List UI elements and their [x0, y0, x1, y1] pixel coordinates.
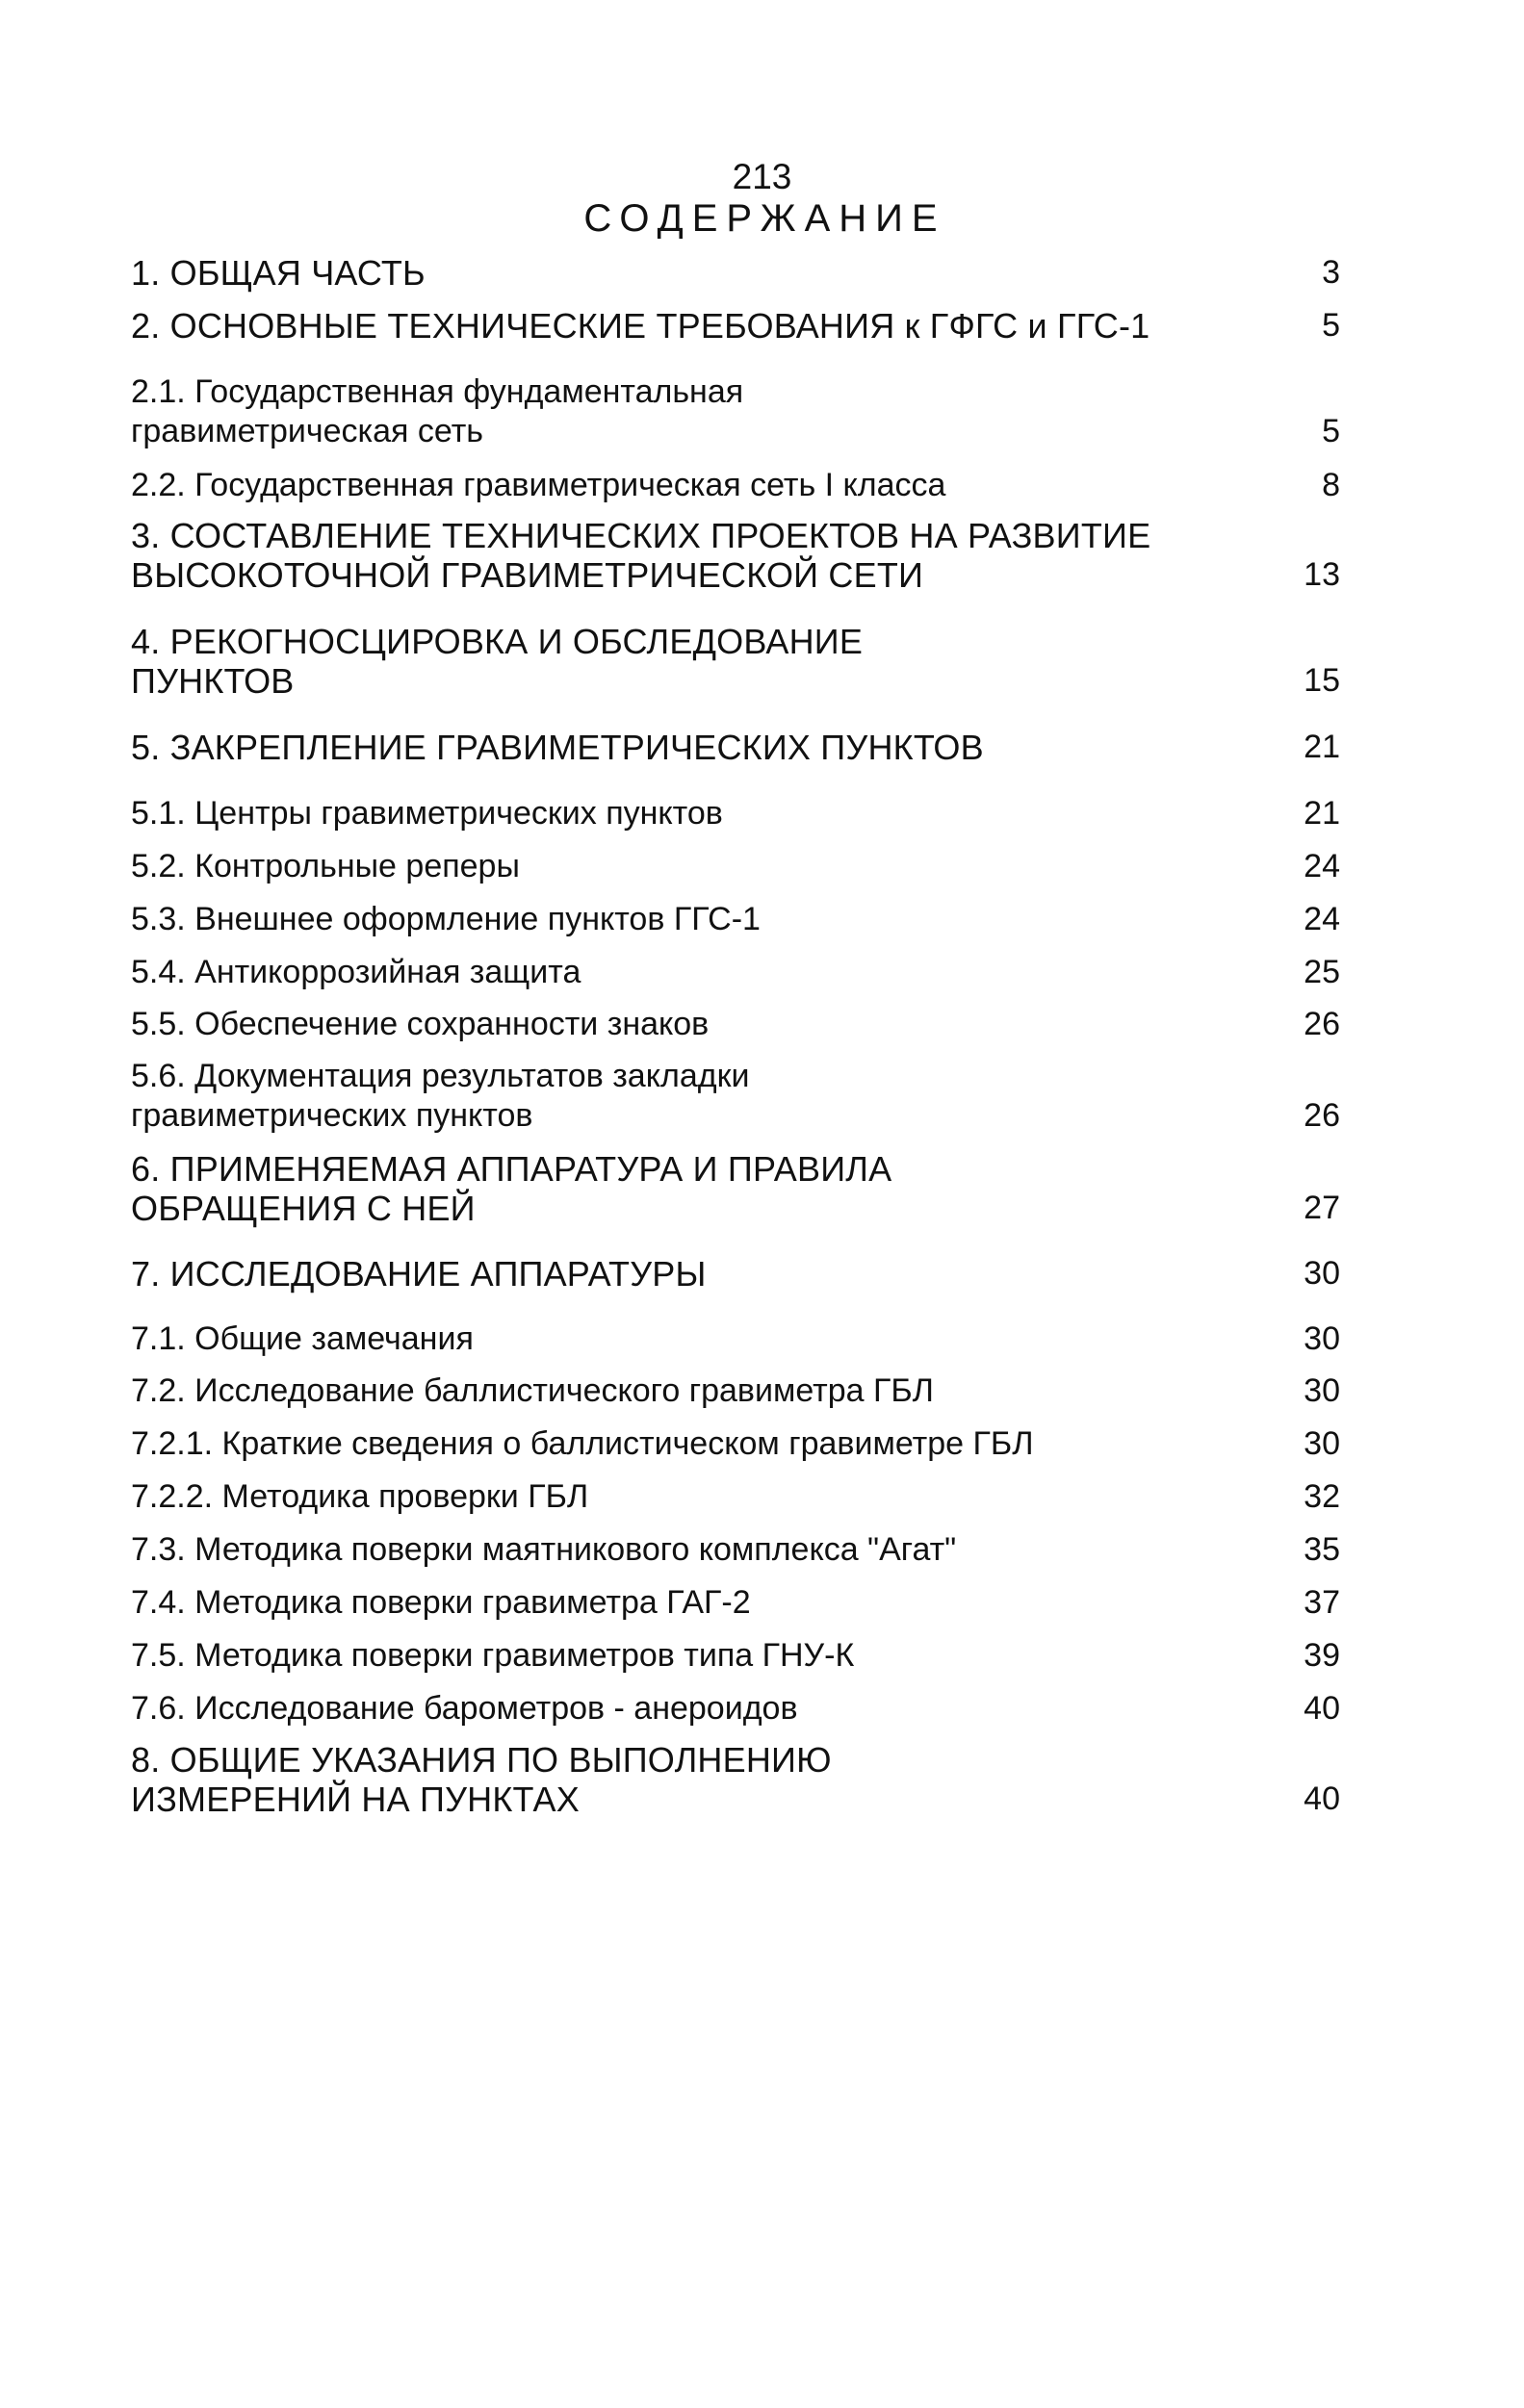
toc-entry — [131, 953, 1340, 992]
toc-entry-page: 35 — [1304, 1531, 1340, 1568]
toc-entry — [131, 1477, 1340, 1517]
toc-entry — [131, 1319, 1340, 1359]
toc-entry-text: 2.1. Государственная фундаментальная гравиметрическая сеть — [131, 373, 744, 449]
toc-entry-text: 5.4. Антикоррозийная защита — [131, 954, 581, 990]
toc-entry — [131, 1254, 1340, 1294]
toc-entry-text: 7.2.1. Краткие сведения о баллистическом гравиметре ГБЛ — [131, 1425, 1034, 1462]
toc-entry-page: 5 — [1322, 307, 1340, 344]
toc-entry-text: 7.2. Исследование баллистического гравиметра ГБЛ — [131, 1372, 934, 1409]
toc-entry-page: 5 — [1322, 413, 1340, 449]
toc-entry-page: 26 — [1304, 1006, 1340, 1042]
toc-entry-text: 7.4. Методика поверки гравиметра ГАГ-2 — [131, 1584, 751, 1621]
toc-entry-page: 39 — [1304, 1637, 1340, 1674]
toc-entry — [131, 1740, 1340, 1819]
toc-entry-text: 5.1. Центры гравиметрических пунктов — [131, 795, 723, 832]
toc-entry — [131, 900, 1340, 939]
toc-entry — [131, 516, 1340, 595]
toc-entry — [131, 1057, 1340, 1136]
toc-entry-page: 30 — [1304, 1320, 1340, 1357]
toc-entry-text: 5.3. Внешнее оформление пунктов ГГС-1 — [131, 901, 761, 937]
toc-entry-page: 40 — [1304, 1690, 1340, 1727]
toc-entry-text: 7. ИССЛЕДОВАНИЕ АППАРАТУРЫ — [131, 1254, 707, 1294]
toc-entry-text: 7.3. Методика поверки маятникового комплекса "Агат" — [131, 1531, 957, 1568]
toc-entry-page: 27 — [1304, 1190, 1340, 1226]
toc-entry — [131, 1424, 1340, 1464]
toc-entry — [131, 372, 1340, 451]
toc-entry-page: 25 — [1304, 954, 1340, 990]
toc-entry-text: 2. ОСНОВНЫЕ ТЕХНИЧЕСКИЕ ТРЕБОВАНИЯ к ГФГС и ГГС-1 — [131, 306, 1150, 346]
toc-entry-page: 30 — [1304, 1425, 1340, 1462]
toc-entry-page: 13 — [1304, 556, 1340, 593]
toc-entry-page: 21 — [1304, 795, 1340, 832]
toc-entry-text: 7.1. Общие замечания — [131, 1320, 474, 1357]
toc-entry-text: 5.6. Документация результатов закладки гравиметрических пунктов — [131, 1058, 750, 1134]
toc-entry-page: 24 — [1304, 848, 1340, 884]
toc-entry — [131, 622, 1340, 701]
page-number: 213 — [732, 157, 792, 196]
toc-entry-text: 7.6. Исследование барометров - анероидов — [131, 1690, 798, 1727]
toc-entry — [131, 1005, 1340, 1044]
toc-entry — [131, 847, 1340, 886]
toc-entry-text: 7.2.2. Методика проверки ГБЛ — [131, 1478, 589, 1515]
toc-entry-text: 5.5. Обеспечение сохранности знаков — [131, 1006, 710, 1042]
toc-entry-text: 3. СОСТАВЛЕНИЕ ТЕХНИЧЕСКИХ ПРОЕКТОВ НА РАЗВИТИЕ ВЫСОКОТОЧНОЙ ГРАВИМЕТРИЧЕСКОЙ СЕТИ — [131, 516, 1151, 595]
toc-entry-text: 5. ЗАКРЕПЛЕНИЕ ГРАВИМЕТРИЧЕСКИХ ПУНКТОВ — [131, 728, 984, 767]
toc-entry — [131, 1636, 1340, 1676]
toc-entry-text: 5.2. Контрольные реперы — [131, 848, 520, 884]
toc-entry-page: 32 — [1304, 1478, 1340, 1515]
toc-entry — [131, 466, 1340, 505]
toc-entry-text: 4. РЕКОГНОСЦИРОВКА И ОБСЛЕДОВАНИЕ ПУНКТОВ — [131, 622, 864, 701]
toc-entry-page: 30 — [1304, 1372, 1340, 1409]
toc-entry — [131, 1530, 1340, 1570]
toc-entry-text: 2.2. Государственная гравиметрическая сеть I класса — [131, 467, 946, 503]
toc-entry-page: 37 — [1304, 1584, 1340, 1621]
toc-entry — [131, 253, 1340, 293]
toc-entry — [131, 728, 1340, 767]
toc-entry-page: 15 — [1304, 662, 1340, 699]
toc-entry-text: 6. ПРИМЕНЯЕМАЯ АППАРАТУРА И ПРАВИЛА ОБРАЩЕНИЯ С НЕЙ — [131, 1149, 892, 1228]
toc-entry-page: 40 — [1304, 1780, 1340, 1817]
toc-entry-page: 8 — [1322, 467, 1340, 503]
toc-entry-text: 7.5. Методика поверки гравиметров типа ГНУ-К — [131, 1637, 855, 1674]
toc-entry — [131, 306, 1340, 346]
toc-entry — [131, 1583, 1340, 1623]
toc-entry-text: 8. ОБЩИЕ УКАЗАНИЯ ПО ВЫПОЛНЕНИЮ ИЗМЕРЕНИЙ НА ПУНКТАХ — [131, 1740, 832, 1819]
toc-entry — [131, 1371, 1340, 1411]
toc-entry-text: 1. ОБЩАЯ ЧАСТЬ — [131, 253, 426, 293]
toc-entry-page: 3 — [1322, 254, 1340, 291]
page-title: СОДЕРЖАНИЕ — [583, 197, 946, 240]
toc-entry-page: 21 — [1304, 729, 1340, 765]
toc-entry — [131, 1689, 1340, 1729]
toc-entry-page: 30 — [1304, 1255, 1340, 1292]
toc-entry-page: 24 — [1304, 901, 1340, 937]
toc-entry — [131, 794, 1340, 833]
toc-entry-page: 26 — [1304, 1097, 1340, 1134]
toc-entry — [131, 1149, 1340, 1228]
